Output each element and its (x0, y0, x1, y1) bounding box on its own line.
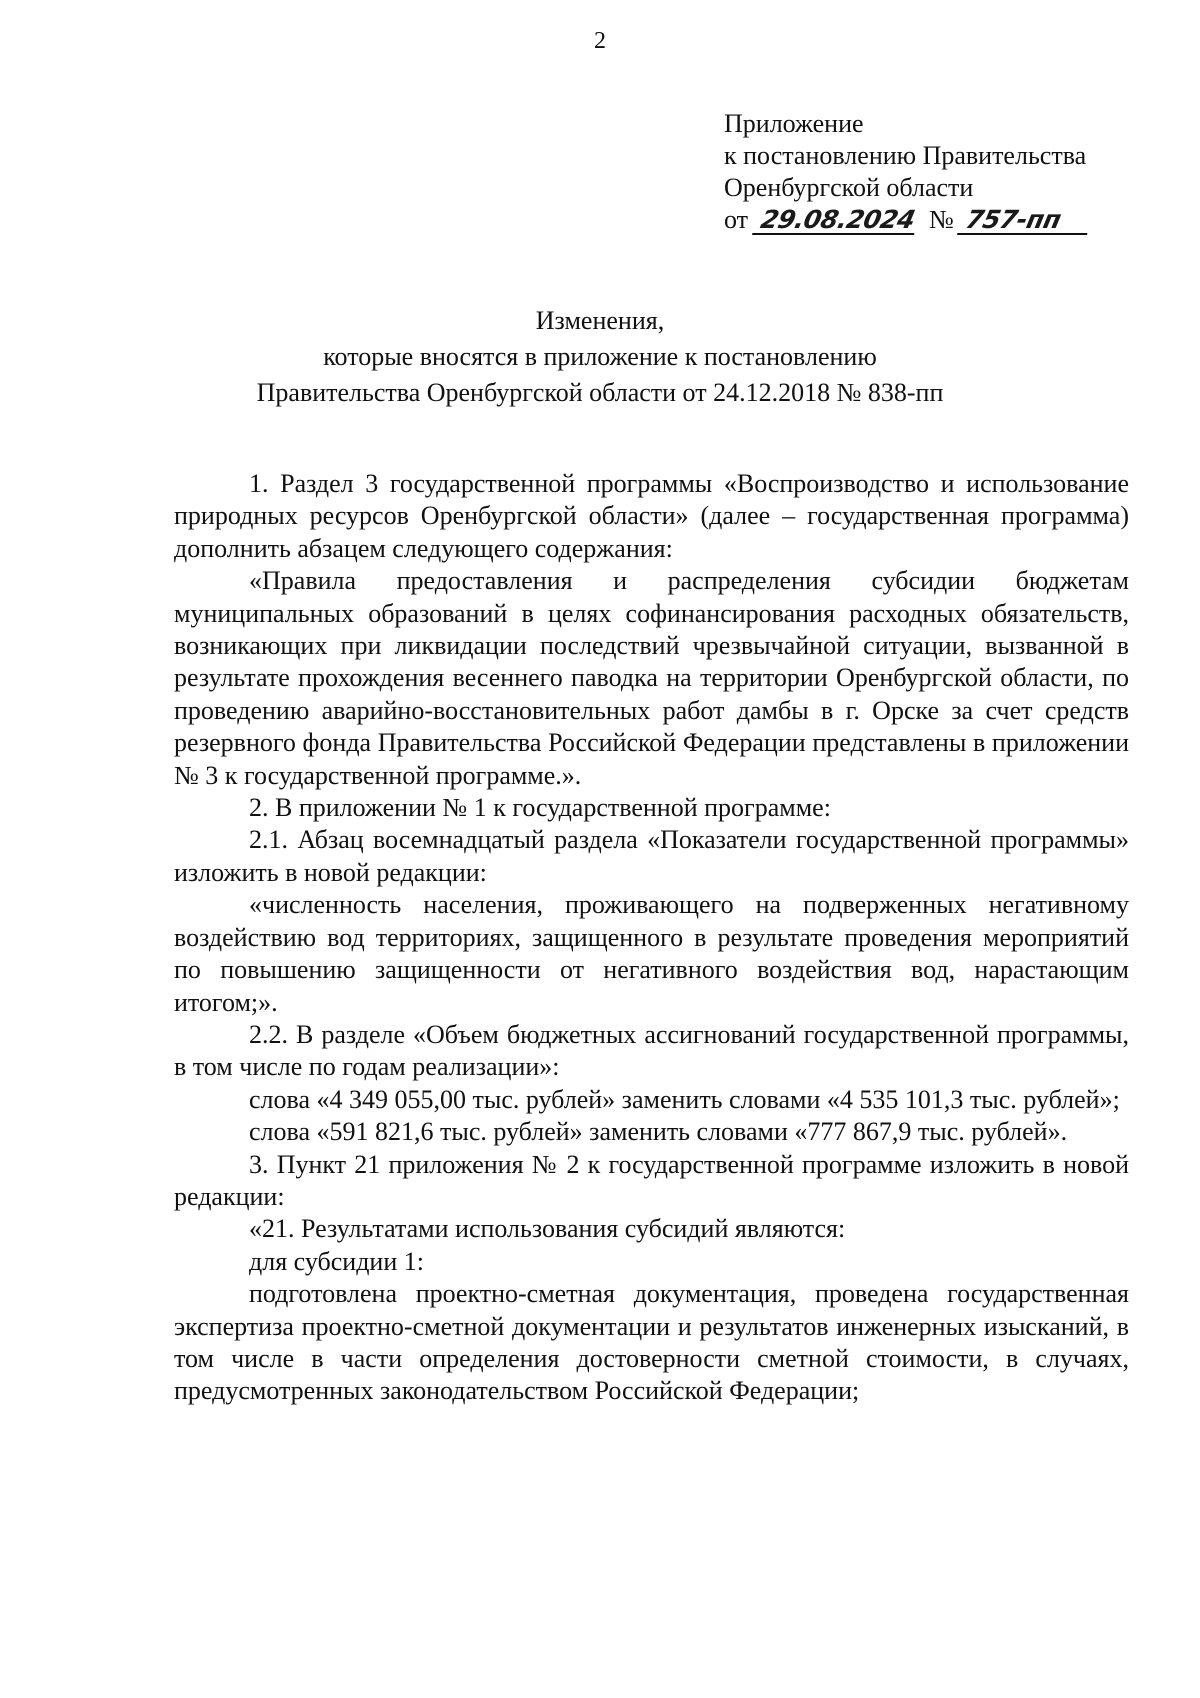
title-line-3: Правительства Оренбургской области от 24.12.2018 № 838-пп (256, 378, 944, 407)
date-prefix: от (724, 205, 749, 234)
number-prefix: № (929, 205, 954, 234)
handwritten-date: 29.08.2024 (752, 207, 920, 235)
paragraph: «21. Результатами использования субсидий являются: (249, 1214, 846, 1244)
paragraph: «Правила предоставления и распределения субсидии бюджетам муниципальных образований в целях софинансирования расходных обязательств, возникающих при ликвидации последствий чрезвычайной ситуации, вызванной в результате прохождения весеннего паводка на территории Оренбургской области, по проведению аварийно-восстановительных работ дамбы в г. Орске за счет средств резервного фонда Правительства Российской Федерации представлены в приложении № 3 к государственной программе.». (174, 566, 1129, 790)
page-number: 2 (594, 28, 606, 54)
title-line-2: которые вносятся в приложение к постановлению (323, 342, 877, 371)
handwritten-number: 757-пп (957, 207, 1093, 235)
paragraph: подготовлена проектно-сметная документация, проведена государственная экспертиза проектно-сметной документации и результатов инженерных изысканий, в том числе в части определения достоверности сметной стоимости, в случаях, предусмотренных законодательством Российской Федерации; (174, 1279, 1129, 1406)
appendix-region: Оренбургской области (724, 173, 974, 202)
paragraph: 3. Пункт 21 приложения № 2 к государственной программе изложить в новой редакции: (174, 1149, 1129, 1211)
paragraph: 2.2. В разделе «Объем бюджетных ассигнований государственной программы, в том числе по годам реализации»: (174, 1019, 1129, 1082)
paragraph: 2.1. Абзац восемнадцатый раздела «Показатели государственной программы» изложить в новой редакции: (174, 825, 1129, 887)
appendix-title: Приложение (724, 109, 864, 138)
document-body (174, 468, 1129, 1408)
paragraph: 2. В приложении № 1 к государственной программе: (249, 793, 831, 823)
paragraph: слова «4 349 055,00 тыс. рублей» заменить словами «4 535 101,3 тыс. рублей»; (249, 1084, 1120, 1114)
title-line-1: Изменения, (535, 306, 665, 335)
paragraph: «численность населения, проживающего на подверженных негативному воздействию вод территориях, защищенного в результате проведения мероприятий по повышению защищенности от негативного воздействия вод, нарастающим итогом;». (174, 890, 1129, 1017)
document-title (0, 303, 1200, 411)
appendix-date-number (724, 204, 1090, 236)
paragraph: для субсидии 1: (249, 1246, 424, 1276)
paragraph: 1. Раздел 3 государственной программы «Воспроизводство и использование природных ресурсов Оренбургской области» (далее – государственная программа) дополнить абзацем следующего содержания: (174, 469, 1129, 563)
appendix-block (724, 108, 1090, 236)
appendix-reference: к постановлению Правительства (724, 141, 1087, 170)
paragraph: слова «591 821,6 тыс. рублей» заменить словами «777 867,9 тыс. рублей». (249, 1117, 1068, 1147)
